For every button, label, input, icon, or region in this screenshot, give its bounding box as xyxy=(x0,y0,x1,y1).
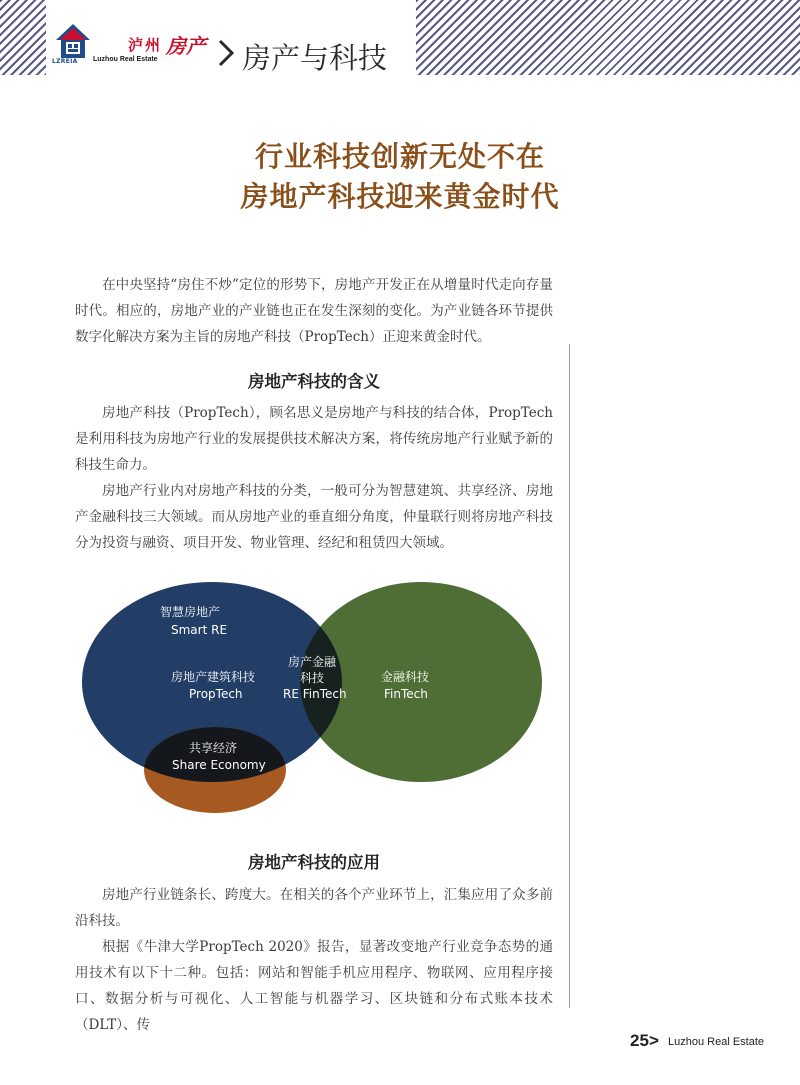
label-refintech-en: RE FinTech xyxy=(283,687,347,701)
brand-name-en: Luzhou Real Estate xyxy=(93,56,158,63)
label-proptech-cn: 房地产建筑科技 xyxy=(171,670,256,684)
paragraph-oxford-report: 根据《牛津大学PropTech 2020》报告，显著改变地产行业竞争态势的通用技术有以下十二种。包括：网站和智能手机应用程序、物联网、应用程序接口、数据分析与可视化、人工智能与机器学习、区块链和分布式账本技术（DLT）、传 xyxy=(75,939,553,1033)
footer-publication: Luzhou Real Estate xyxy=(668,1036,765,1048)
intro-paragraph: 在中央坚持“房住不炒”定位的形势下，房地产开发正在从增量时代走向存量时代。相应的，房地产业的产业链也正在发生深刻的变化。为产业链各环节提供数字化解决方案为主旨的房地产科技（PropTech）正迎来黄金时代。 xyxy=(75,277,553,345)
footer-chevron: > xyxy=(649,1031,659,1050)
label-refintech-cn2: 科技 xyxy=(300,671,325,685)
label-refintech-cn1: 房产金融 xyxy=(288,655,337,669)
label-share-economy-cn: 共享经济 xyxy=(189,741,238,755)
brand-name-cn: 泸州 xyxy=(128,36,163,54)
column-divider xyxy=(569,344,570,1008)
label-proptech-en: PropTech xyxy=(189,687,243,701)
logo-text: LZREIA xyxy=(52,58,78,65)
section-title: 房产与科技 xyxy=(242,41,388,75)
heading-applications: 房地产科技的应用 xyxy=(248,853,380,872)
label-share-economy-en: Share Economy xyxy=(172,758,266,772)
header-stripes-left xyxy=(0,0,46,75)
brand-name-cn-stylized: 房产 xyxy=(166,34,206,58)
label-fintech-en: FinTech xyxy=(384,687,428,701)
header-stripes-right xyxy=(416,0,800,75)
page-number: 25 xyxy=(630,1031,649,1050)
label-smart-re-en: Smart RE xyxy=(171,623,228,637)
label-smart-re-cn: 智慧房地产 xyxy=(160,605,221,619)
venn-diagram xyxy=(75,582,555,818)
magazine-header xyxy=(46,0,416,75)
heading-meaning: 房地产科技的含义 xyxy=(248,372,380,391)
chevron-right-icon xyxy=(216,38,236,68)
paragraph-definition: 房地产科技（PropTech），顾名思义是房地产与科技的结合体，PropTech是利用科技为房地产行业的发展提供技术解决方案，将传统房地产行业赋予新的科技生命力。 xyxy=(75,405,553,473)
article-title-line1: 行业科技创新无处不在 xyxy=(254,140,545,173)
label-fintech-cn: 金融科技 xyxy=(381,670,430,684)
paragraph-applications: 房地产行业链条长、跨度大。在相关的各个产业环节上，汇集应用了众多前沿科技。 xyxy=(75,887,553,929)
article-title-line2: 房地产科技迎来黄金时代 xyxy=(240,180,560,213)
paragraph-classification: 房地产行业内对房地产科技的分类，一般可分为智慧建筑、共享经济、房地产金融科技三大领域。而从房地产业的垂直细分角度，仲量联行则将房地产科技分为投资与融资、项目开发、物业管理、经纪和租赁四大领域。 xyxy=(75,483,553,551)
